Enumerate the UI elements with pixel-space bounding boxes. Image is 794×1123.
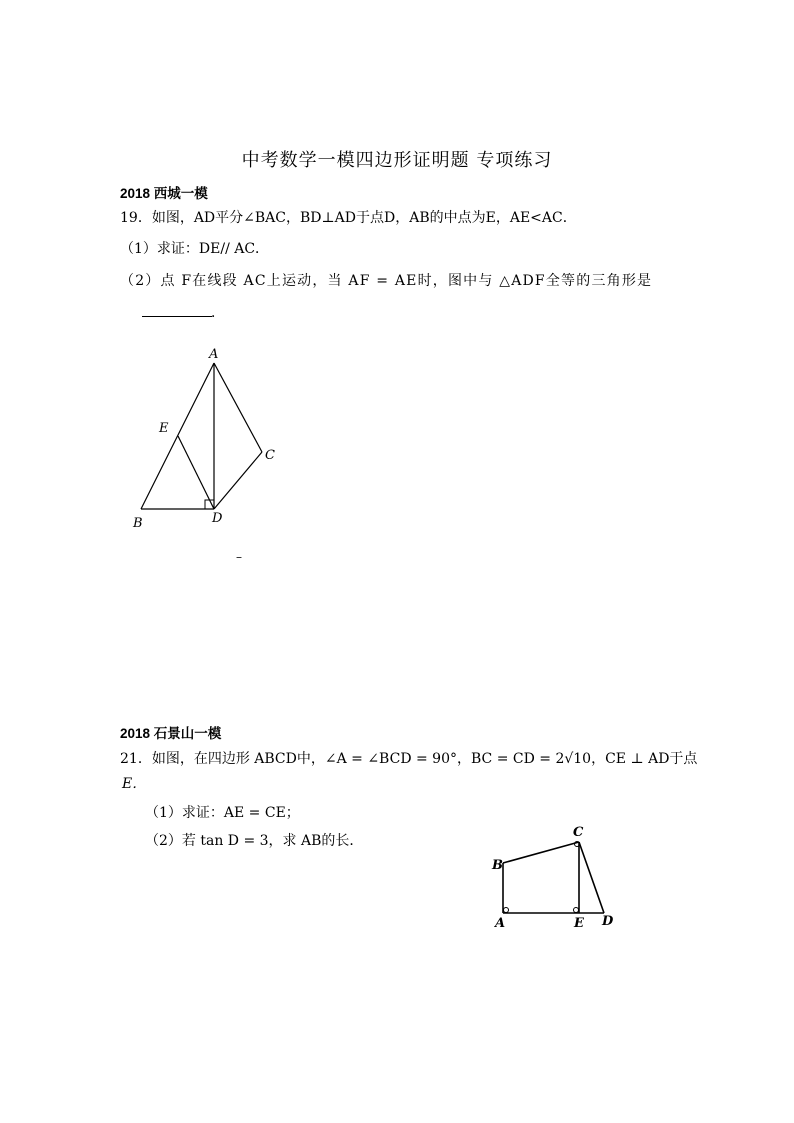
right-angle-mark-D (205, 500, 214, 509)
right-angle-mark-E (574, 908, 579, 913)
label-D: D (212, 511, 223, 526)
label-C-2: C (573, 825, 584, 840)
label-A-2: A (495, 916, 506, 931)
segment-BC-2 (503, 842, 579, 863)
label-B: B (133, 516, 143, 531)
answer-blank-period: ． (211, 305, 225, 321)
problem-21-statement-cont: E． (122, 776, 147, 792)
page-title: 中考数学一模四边形证明题 专项练习 (241, 150, 553, 171)
stray-mark: – (236, 550, 242, 564)
label-C: C (265, 448, 275, 463)
label-D-2: D (602, 914, 614, 929)
segment-CD (214, 452, 262, 509)
source-label-1: 2018 西城一模 (120, 186, 208, 201)
problem-21-part2: （2）若 tan D = 3，求 AB的长． (145, 833, 364, 849)
problem-21-part1: （1）求证：AE = CE； (145, 805, 300, 821)
segment-ED (178, 436, 214, 509)
label-A: A (209, 347, 219, 362)
right-angle-mark-A (504, 908, 509, 913)
segment-CD-2 (579, 842, 604, 913)
problem-21-statement: 21．如图，在四边形 ABCD中，∠A = ∠BCD = 90°，BC = CD = 2√10，CE ⊥ AD于点 (120, 751, 698, 767)
problem-19-part1: （1）求证：DE// AC． (120, 241, 270, 257)
label-E-2: E (574, 916, 584, 931)
problem-19-statement: 19．如图，AD平分∠BAC，BD⊥AD于点D，AB的中点为E，AE<AC． (120, 210, 577, 226)
label-B-2: B (492, 858, 503, 873)
problem-19-part2: （2）点 F在线段 AC上运动，当 AF = AE时，图中与 △ADF全等的三角形是 (120, 273, 653, 289)
segment-AC (214, 363, 262, 452)
label-E: E (159, 421, 169, 436)
source-label-2: 2018 石景山一模 (120, 726, 222, 741)
